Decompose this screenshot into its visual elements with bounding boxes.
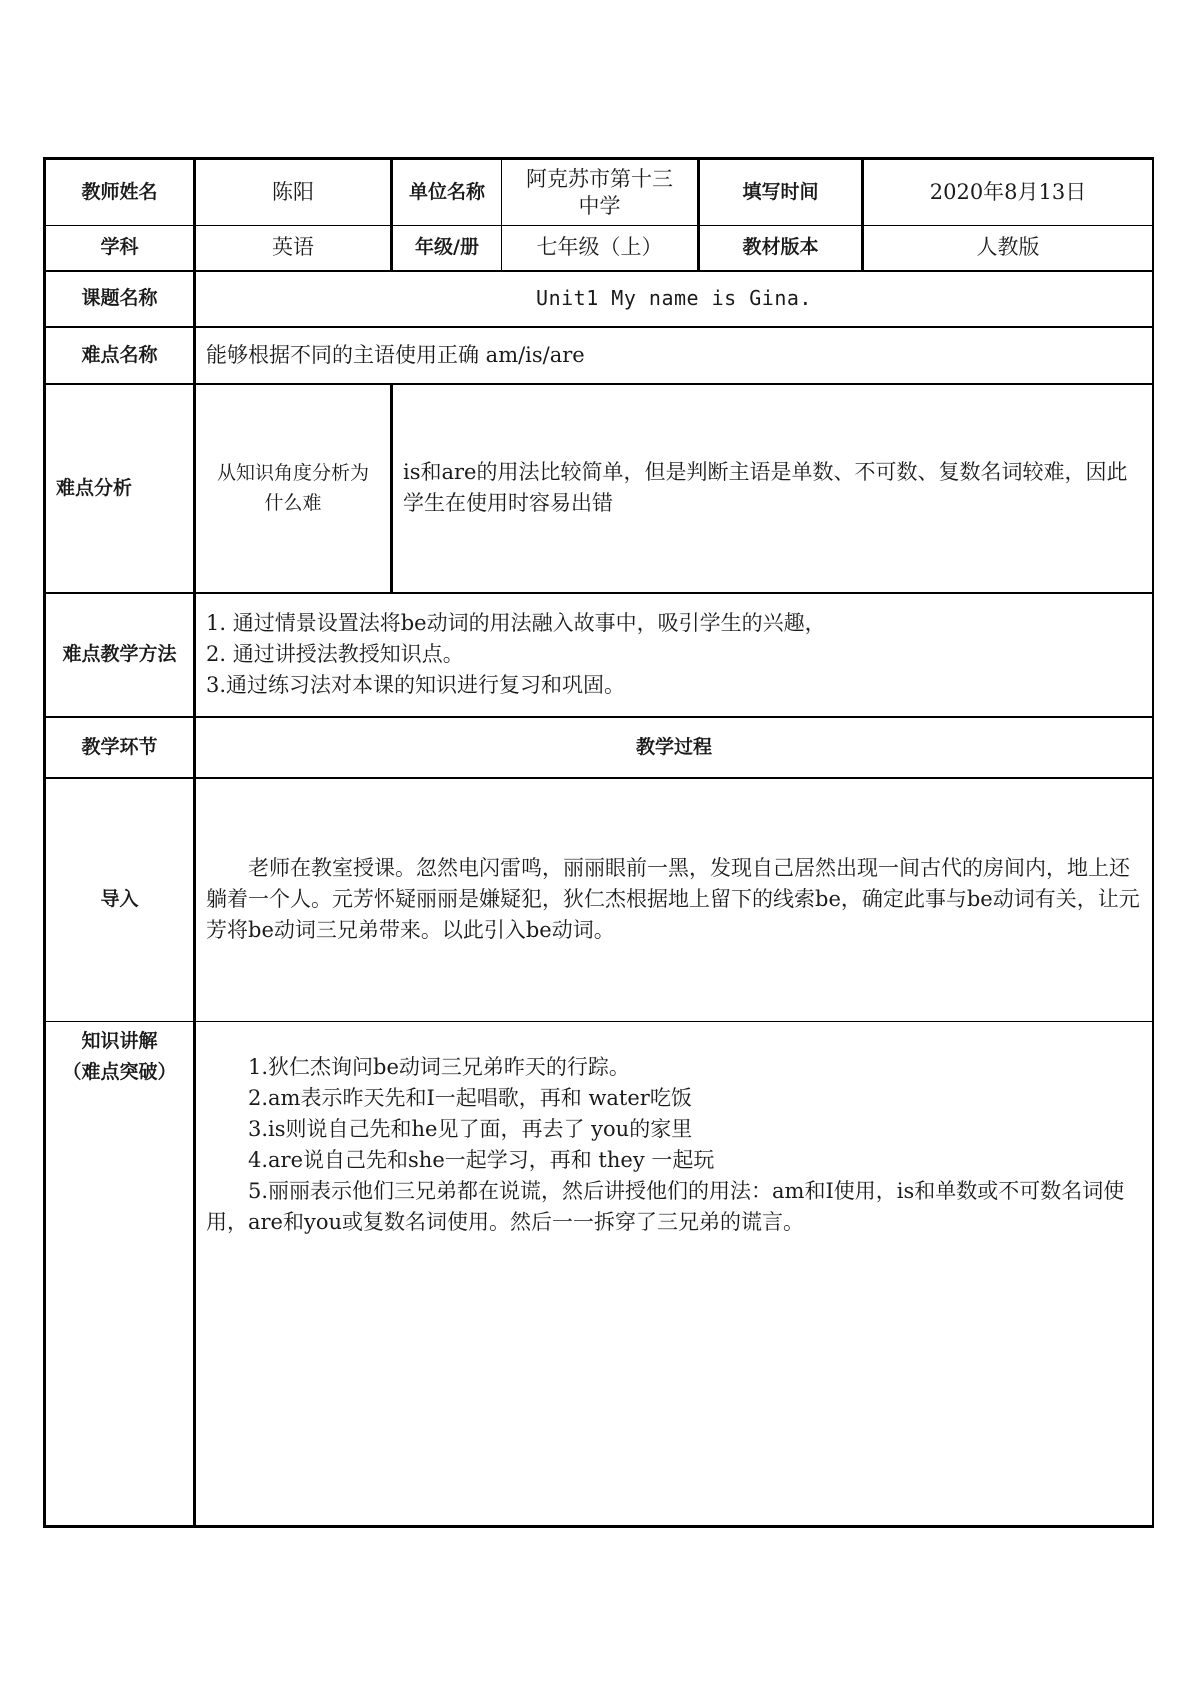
grade-value: 七年级（上） [502,226,699,271]
explain-item: 5.丽丽表示他们三兄弟都在说谎，然后讲授他们的用法：am和I使用，is和单数或不可数名词使用，are和you或复数名词使用。然后一一拆穿了三兄弟的谎言。 [206,1179,1125,1234]
explain-row [46,1022,1153,1526]
unit-label: 单位名称 [392,160,502,226]
date-value: 2020年8月13日 [863,160,1153,226]
unit-value: 阿克苏市第十三中学 [502,160,699,226]
header-row-2 [46,226,1153,271]
subject-label: 学科 [46,226,195,271]
form-table [45,159,1153,1526]
process-stage-label: 教学环节 [46,717,195,778]
method-item: 1. 通过情景设置法将be动词的用法融入故事中，吸引学生的兴趣， [206,611,826,635]
explain-item: 3.is则说自己先和he见了面，再去了 you的家里 [248,1117,693,1141]
methods-list [195,593,1153,717]
explain-label-line2: （难点突破） [62,1061,177,1083]
explain-item: 2.am表示昨天先和I一起唱歌，再和 water吃饭 [248,1086,692,1110]
methods-label: 难点教学方法 [46,593,195,717]
subject-value: 英语 [195,226,392,271]
grade-label: 年级/册 [392,226,502,271]
explain-label [46,1022,195,1526]
explain-label-line1: 知识讲解 [81,1030,158,1052]
analysis-value: is和are的用法比较简单，但是判断主语是单数、不可数、复数名词较难，因此学生在使用时容易出错 [392,384,1153,593]
intro-row [46,778,1153,1022]
teacher-label: 教师姓名 [46,160,195,226]
header-row-1 [46,160,1153,226]
method-item: 2. 通过讲授法教授知识点。 [206,642,464,666]
analysis-sub-label: 从知识角度分析为什么难 [195,384,392,593]
edition-label: 教材版本 [699,226,863,271]
analysis-label: 难点分析 [46,384,195,593]
intro-label: 导入 [46,778,195,1022]
explain-item: 4.are说自己先和she一起学习，再和 they 一起玩 [248,1148,715,1172]
explain-list [195,1022,1153,1526]
edition-value: 人教版 [863,226,1153,271]
topic-label: 课题名称 [46,271,195,327]
difficulty-label: 难点名称 [46,327,195,384]
intro-text: 老师在教室授课。忽然电闪雷鸣，丽丽眼前一黑，发现自己居然出现一间古代的房间内，地上还躺着一个人。元芳怀疑丽丽是嫌疑犯，狄仁杰根据地上留下的线索be，确定此事与be动词有关，让元芳将be动词三兄弟带来。以此引入be动词。 [195,778,1153,1022]
explain-item: 1.狄仁杰询问be动词三兄弟昨天的行踪。 [248,1055,630,1079]
methods-row [46,593,1153,717]
difficulty-value: 能够根据不同的主语使用正确 am/is/are [195,327,1153,384]
date-label: 填写时间 [699,160,863,226]
teacher-value: 陈阳 [195,160,392,226]
method-item: 3.通过练习法对本课的知识进行复习和巩固。 [206,673,626,697]
analysis-row [46,384,1153,593]
topic-row [46,271,1153,327]
lesson-plan-table [43,157,1154,1528]
process-header-row [46,717,1153,778]
difficulty-row [46,327,1153,384]
topic-value: Unit1 My name is Gina. [195,271,1153,327]
process-label: 教学过程 [195,717,1153,778]
